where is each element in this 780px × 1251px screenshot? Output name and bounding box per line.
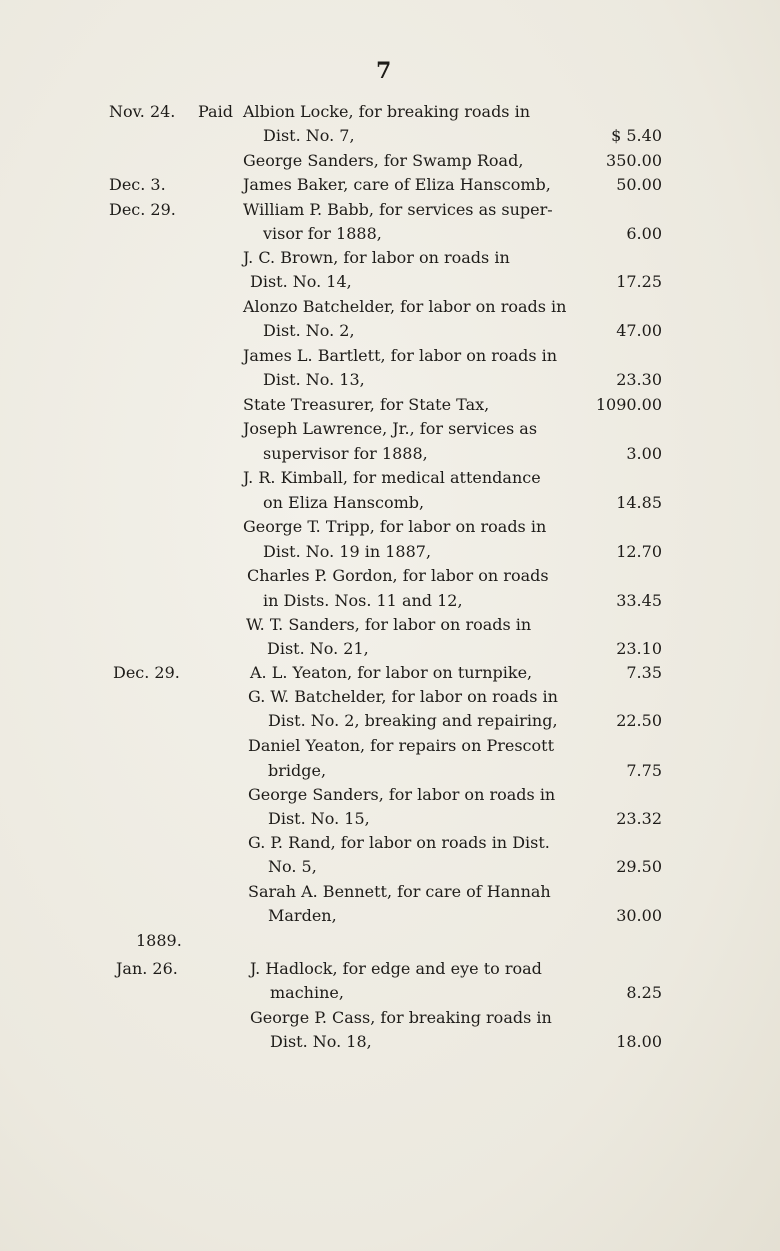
entry-amount: 50.00 — [616, 175, 662, 194]
ledger-row — [0, 929, 780, 953]
entry-text: Alonzo Batchelder, for labor on roads in — [243, 297, 567, 316]
entry-amount: 23.10 — [616, 639, 662, 658]
entry-text: J. R. Kimball, for medical attendance — [243, 468, 541, 487]
ledger-row — [0, 344, 780, 368]
entry-text: Dist. No. 2, — [263, 321, 355, 340]
entry-text: No. 5, — [268, 857, 317, 876]
ledger-row — [0, 1030, 780, 1054]
entry-text: James L. Bartlett, for labor on roads in — [243, 346, 558, 365]
entry-text: supervisor for 1888, — [263, 444, 428, 463]
year-heading: 1889. — [136, 931, 182, 950]
page-number: 7 — [376, 58, 392, 84]
entry-amount: 14.85 — [616, 493, 662, 512]
entry-text: Daniel Yeaton, for repairs on Prescott — [248, 736, 554, 755]
ledger-row — [0, 613, 780, 637]
ledger-row — [0, 855, 780, 879]
ledger-row — [0, 100, 780, 124]
entry-amount: 23.32 — [616, 809, 662, 828]
entry-text: Marden, — [268, 906, 337, 925]
entry-text: W. T. Sanders, for labor on roads in — [246, 615, 532, 634]
entry-amount: 12.70 — [616, 542, 662, 561]
ledger-row — [0, 417, 780, 441]
entry-text: G. W. Batchelder, for labor on roads in — [248, 687, 558, 706]
entry-text: Albion Locke, for breaking roads in — [243, 102, 531, 121]
entry-amount: 23.30 — [616, 370, 662, 389]
ledger-row — [0, 149, 780, 173]
entry-amount: 8.25 — [626, 983, 662, 1002]
entry-text: Dist. No. 13, — [263, 370, 365, 389]
ledger-row — [0, 442, 780, 466]
entry-text: Dist. No. 7, — [263, 126, 355, 145]
entry-date: Dec. 3. — [109, 175, 166, 194]
entry-text: machine, — [270, 983, 344, 1002]
ledger-row — [0, 807, 780, 831]
ledger-row — [0, 831, 780, 855]
paid-label: Paid — [198, 102, 233, 121]
ledger-row — [0, 981, 780, 1005]
ledger-row — [0, 124, 780, 148]
entry-text: Dist. No. 14, — [250, 272, 352, 291]
entry-text: bridge, — [268, 761, 327, 780]
ledger-row — [0, 515, 780, 539]
entry-text: visor for 1888, — [263, 224, 382, 243]
entry-text: Dist. No. 18, — [270, 1032, 372, 1051]
entry-amount: 33.45 — [616, 591, 662, 610]
entry-amount: 1090.00 — [595, 395, 662, 414]
ledger-row — [0, 637, 780, 661]
entry-text: James Baker, care of Eliza Hanscomb, — [243, 175, 551, 194]
entry-amount: 22.50 — [616, 711, 662, 730]
ledger-row — [0, 466, 780, 490]
entry-amount: 350.00 — [606, 151, 662, 170]
entry-text: Dist. No. 15, — [268, 809, 370, 828]
entry-text: George P. Cass, for breaking roads in — [250, 1008, 552, 1027]
ledger-row — [0, 589, 780, 613]
entry-text: Dist. No. 19 in 1887, — [263, 542, 432, 561]
entry-amount: 18.00 — [616, 1032, 662, 1051]
entry-amount: 17.25 — [616, 272, 662, 291]
ledger-row — [0, 1006, 780, 1030]
ledger-row — [0, 222, 780, 246]
ledger-row — [0, 198, 780, 222]
entry-amount: 3.00 — [626, 444, 662, 463]
ledger-row — [0, 295, 780, 319]
ledger-row — [0, 734, 780, 758]
ledger-row — [0, 173, 780, 197]
ledger-row — [0, 759, 780, 783]
entry-amount: 30.00 — [616, 906, 662, 925]
entry-text: on Eliza Hanscomb, — [263, 493, 425, 512]
entry-text: J. Hadlock, for edge and eye to road — [250, 959, 542, 978]
entry-text: in Dists. Nos. 11 and 12, — [263, 591, 463, 610]
entry-text: A. L. Yeaton, for labor on turnpike, — [250, 663, 533, 682]
entry-amount: 47.00 — [616, 321, 662, 340]
entry-date: Dec. 29. — [109, 200, 176, 219]
ledger-row — [0, 880, 780, 904]
entry-amount: 7.75 — [626, 761, 662, 780]
entry-text: William P. Babb, for services as super- — [243, 200, 553, 219]
ledger-row — [0, 709, 780, 733]
entry-date: Dec. 29. — [113, 663, 180, 682]
ledger-row — [0, 685, 780, 709]
entry-text: Joseph Lawrence, Jr., for services as — [243, 419, 538, 438]
ledger-row — [0, 491, 780, 515]
entry-amount: 29.50 — [616, 857, 662, 876]
ledger-row — [0, 393, 780, 417]
entry-text: Dist. No. 2, breaking and repairing, — [268, 711, 558, 730]
entry-text: George T. Tripp, for labor on roads in — [243, 517, 547, 536]
ledger-row — [0, 540, 780, 564]
entry-text: State Treasurer, for State Tax, — [243, 395, 490, 414]
ledger-row — [0, 957, 780, 981]
ledger-row — [0, 319, 780, 343]
entry-date: Jan. 26. — [116, 959, 178, 978]
entry-text: J. C. Brown, for labor on roads in — [243, 248, 510, 267]
entry-text: George Sanders, for labor on roads in — [248, 785, 556, 804]
entry-amount: $ 5.40 — [611, 126, 662, 145]
ledger-row — [0, 246, 780, 270]
entry-text: Sarah A. Bennett, for care of Hannah — [248, 882, 551, 901]
entry-text: G. P. Rand, for labor on roads in Dist. — [248, 833, 550, 852]
entry-text: Charles P. Gordon, for labor on roads — [247, 566, 549, 585]
entry-amount: 6.00 — [626, 224, 662, 243]
ledger-row — [0, 368, 780, 392]
entry-date: Nov. 24. — [109, 102, 176, 121]
entry-text: George Sanders, for Swamp Road, — [243, 151, 524, 170]
entry-text: Dist. No. 21, — [267, 639, 369, 658]
entry-amount: 7.35 — [626, 663, 662, 682]
ledger-row — [0, 564, 780, 588]
ledger-row — [0, 661, 780, 685]
ledger-row — [0, 904, 780, 928]
ledger-row — [0, 783, 780, 807]
ledger-row — [0, 270, 780, 294]
